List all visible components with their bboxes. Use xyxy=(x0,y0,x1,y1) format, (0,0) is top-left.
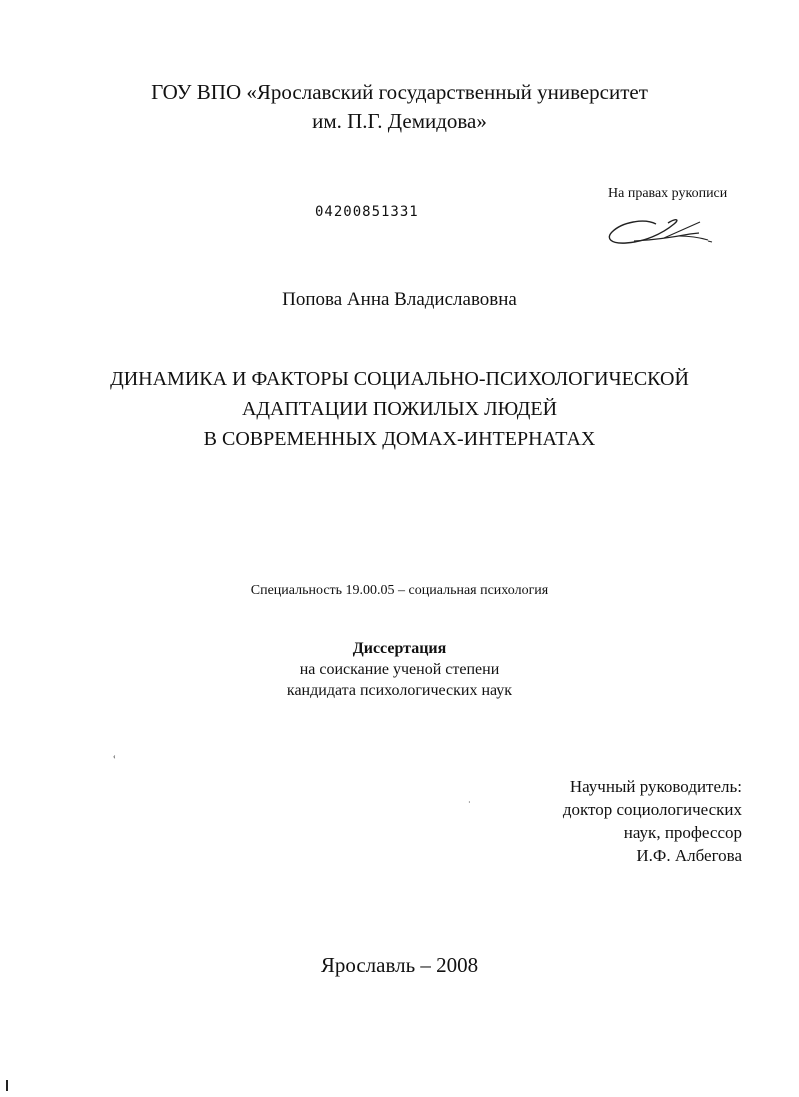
registration-code: 04200851331 xyxy=(315,204,419,220)
signature xyxy=(604,210,719,258)
specialty: Специальность 19.00.05 – социальная психология xyxy=(250,583,549,598)
city-year: Ярославль – 2008 xyxy=(320,953,479,977)
university-line-2: им. П.Г. Демидова» xyxy=(312,109,487,133)
university-line-1: ГОУ ВПО «Ярославский государственный университет xyxy=(151,80,648,104)
dissertation-title xyxy=(0,364,799,454)
university-header xyxy=(0,78,799,136)
stray-mark: ‹ xyxy=(113,752,116,761)
supervisor-title: наук, профессор xyxy=(623,823,742,842)
supervisor-name: И.Ф. Албегова xyxy=(636,846,742,865)
supervisor-label: Научный руководитель: xyxy=(569,777,742,796)
title-line-2: АДАПТАЦИИ ПОЖИЛЫХ ЛЮДЕЙ xyxy=(241,398,558,420)
supervisor-degree: доктор социологических xyxy=(562,800,742,819)
rights-note: На правах рукописи xyxy=(608,186,728,201)
dissertation-heading: Диссертация xyxy=(352,640,447,657)
dissertation-degree-line: на соискание ученой степени xyxy=(299,661,500,678)
title-line-1: ДИНАМИКА И ФАКТОРЫ СОЦИАЛЬНО-ПСИХОЛОГИЧЕСКОЙ xyxy=(110,368,689,390)
supervisor-block xyxy=(563,775,742,867)
dissertation-field-line: кандидата психологических наук xyxy=(286,682,513,699)
dissertation-block xyxy=(0,638,799,701)
stray-dot: · xyxy=(468,798,471,807)
author-name: Попова Анна Владиславовна xyxy=(282,289,517,310)
edge-mark xyxy=(6,1080,8,1091)
title-line-3: В СОВРЕМЕННЫХ ДОМАХ-ИНТЕРНАТАХ xyxy=(203,428,596,450)
